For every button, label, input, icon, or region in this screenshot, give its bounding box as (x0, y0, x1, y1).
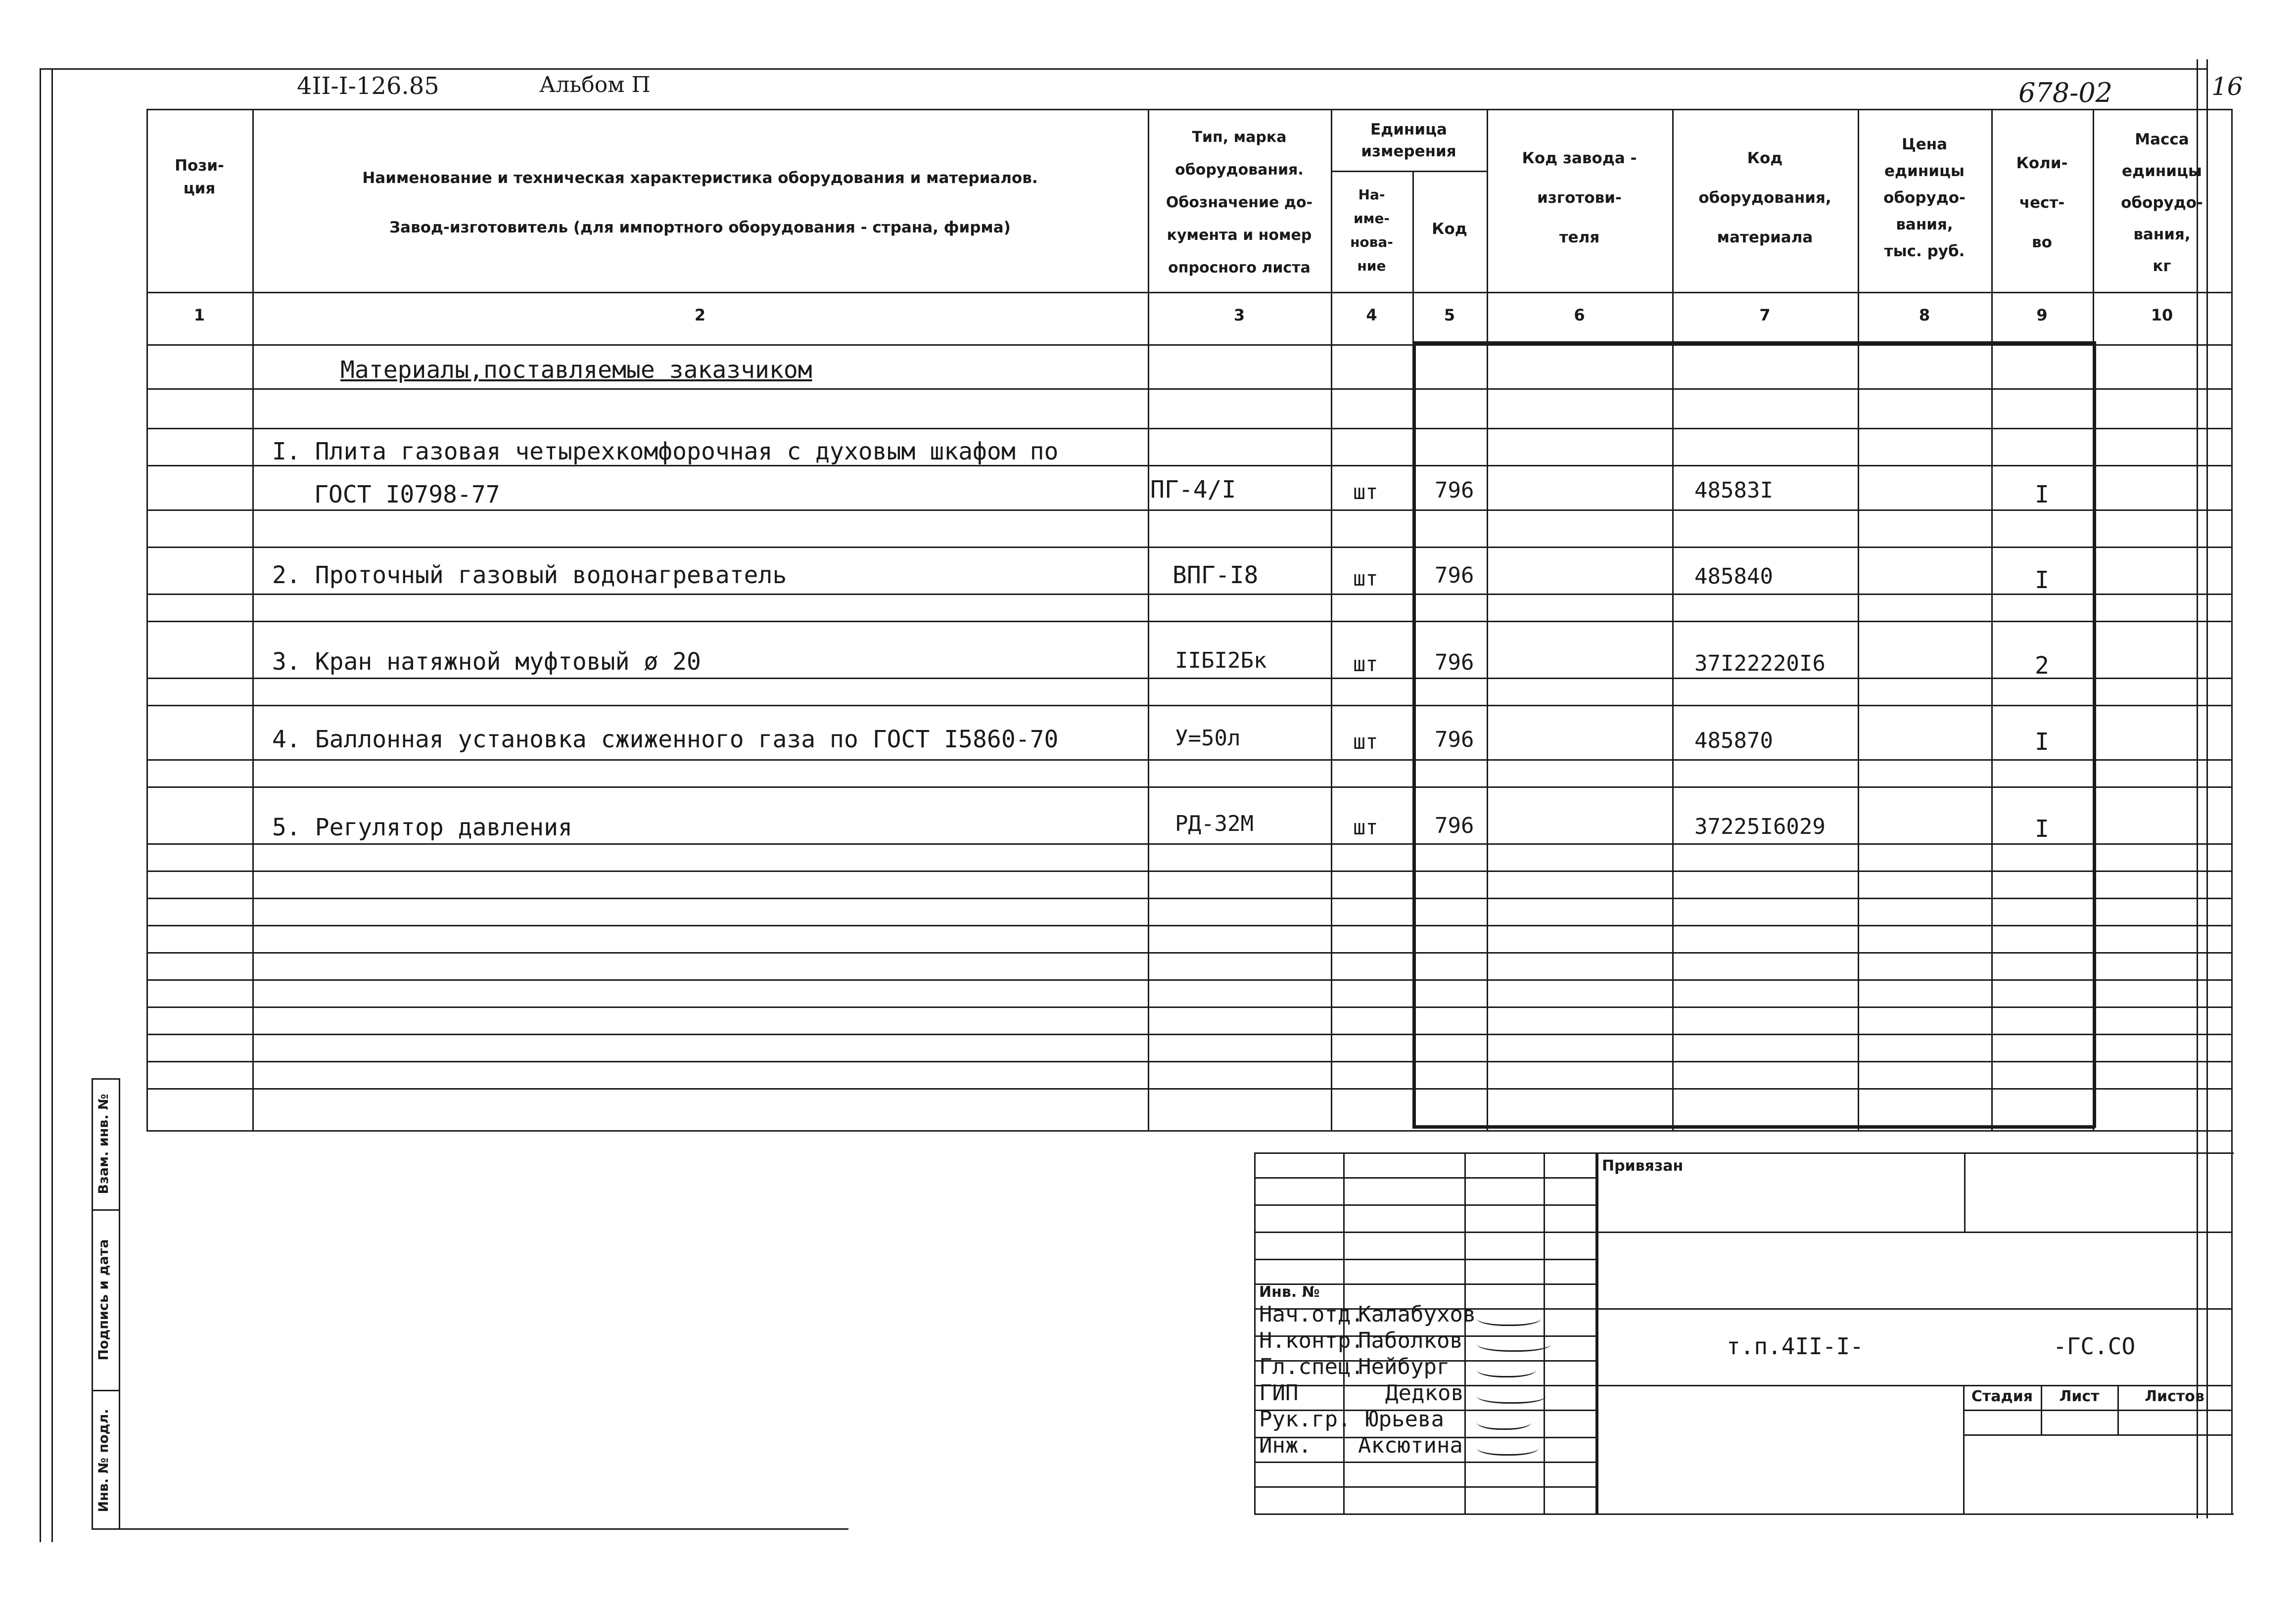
tb-stage-header-line (1963, 1410, 2233, 1411)
table-top-line (146, 109, 2232, 110)
col-header-10: Масса единицы оборудо- вания, кг (2121, 131, 2203, 275)
tb-stage-left (1963, 1385, 1965, 1513)
unit-group-line (1331, 171, 1487, 172)
frame-bottom-line (92, 1528, 848, 1530)
col-line-5 (1487, 109, 1488, 1130)
col-number-3: 3 (1233, 306, 1245, 324)
title-block-row-line (1254, 1177, 1597, 1179)
tb-attached: Привязан (1602, 1157, 1684, 1175)
signer-name: Аксютина (1358, 1433, 1463, 1458)
title-block-top (1254, 1152, 2234, 1154)
col-line-7 (1858, 109, 1859, 1130)
header-bottom-line (146, 292, 2232, 293)
item-type: ПГ-4/I (1150, 476, 1236, 503)
table-row-line (146, 898, 2232, 899)
item-code: 485870 (1694, 728, 1773, 753)
tb-sheets: Листов (2145, 1388, 2204, 1405)
signer-role: Н.контр. (1259, 1328, 1364, 1353)
thick-box-left (1412, 341, 1416, 1128)
tb-designation-suffix: -ГС.СО (2053, 1333, 2136, 1360)
signer-name: Паболков (1358, 1328, 1463, 1353)
signer-name: Нейбург (1358, 1354, 1450, 1379)
doc-code: 4II-I-126.85 (297, 72, 439, 100)
table-row-line (146, 594, 2232, 595)
signer-name: Дедков (1385, 1380, 1464, 1406)
col-line-1 (252, 109, 254, 1130)
item-unit: шт (1353, 652, 1378, 676)
side-stamp-inv-original: Инв. № подл. (96, 1409, 111, 1512)
item-qty: 2 (2035, 652, 2049, 680)
item-name: I. Плита газовая четырехкомфорочная с духовым шкафом по (272, 438, 1059, 465)
album-label: Альбом П (539, 72, 651, 97)
item-unit-code: 796 (1435, 478, 1474, 503)
col-header-3: Тип, марка оборудования. Обозначение до- кумента и номер опросного листа (1166, 129, 1313, 276)
title-block-row-line (1254, 1232, 1597, 1233)
signature-mark (1477, 1439, 1539, 1456)
table-row-line (146, 843, 2232, 845)
frame-left-line-2 (51, 68, 53, 1542)
signer-role: Гл.спец. (1259, 1354, 1364, 1379)
title-block-row-line (1254, 1259, 1597, 1260)
signature-mark (1477, 1387, 1546, 1404)
side-stamp-replacement-inv: Взам. инв. № (96, 1094, 111, 1194)
item-qty: I (2035, 815, 2049, 843)
title-block-row-line (1254, 1486, 1597, 1488)
tb-designation: т.п.4II-I- (1727, 1333, 1864, 1360)
sheet-number-divider (2197, 59, 2198, 104)
col-number-8: 8 (1919, 306, 1930, 324)
tb-designation-top (1597, 1308, 2233, 1310)
table-row-line (146, 547, 2232, 548)
col-header-7: Код оборудования, материала (1698, 149, 1831, 246)
side-stamp-signature-date: Подпись и дата (96, 1239, 111, 1361)
col-line-8 (1991, 109, 1993, 1130)
item-name: 3. Кран натяжной муфтовый ø 20 (272, 648, 701, 676)
item-unit: шт (1353, 480, 1378, 504)
table-row-line (146, 621, 2232, 622)
signer-role: ГИП (1259, 1380, 1299, 1406)
col-header-4: На- име- нова- ние (1350, 186, 1393, 274)
col-number-9: 9 (2036, 306, 2048, 324)
table-row-line (146, 1061, 2232, 1062)
col-line-6 (1672, 109, 1674, 1130)
item-type: РД-32М (1175, 811, 1254, 836)
item-type: У=50л (1175, 726, 1241, 751)
tb-designation-bottom (1597, 1385, 2233, 1386)
item-qty: I (2035, 481, 2049, 508)
col-number-6: 6 (1574, 306, 1585, 324)
col-number-7: 7 (1759, 306, 1771, 324)
col-line-4 (1412, 171, 1414, 344)
item-type: ВПГ-I8 (1172, 561, 1259, 589)
title-block-left (1254, 1152, 1256, 1513)
side-stamp-inner-line (92, 1078, 93, 1528)
sheet-number: 16 (2211, 72, 2243, 101)
section-title: Материалы,поставляемые заказчиком (340, 356, 812, 384)
item-name: 4. Баллонная установка сжиженного газа по ГОСТ I5860-70 (272, 726, 1059, 753)
table-row-line (146, 1088, 2232, 1090)
signature-mark (1477, 1310, 1541, 1326)
tb-col-3 (1544, 1152, 1545, 1513)
table-row-line (146, 509, 2232, 511)
tb-stage: Стадия (1971, 1388, 2033, 1405)
col-number-5: 5 (1444, 306, 1455, 324)
col-header-2: Наименование и техническая характеристика оборудования и материалов. Завод-изготовитель (для импортного оборудования - страна, фирма) (362, 169, 1038, 236)
signer-role: Рук.гр. (1259, 1407, 1351, 1432)
signer-name: Калабухов (1358, 1302, 1476, 1327)
table-row-line (146, 759, 2232, 761)
table-row-line (146, 705, 2232, 706)
col-number-10: 10 (2151, 306, 2173, 324)
unit-group-header: Единица измерения (1361, 121, 1456, 160)
item-unit: шт (1353, 566, 1378, 591)
title-block-bottom (1254, 1513, 2234, 1515)
col-header-1: Пози- ция (175, 157, 224, 197)
col-line-10 (2231, 109, 2233, 1130)
item-code: 485840 (1694, 564, 1773, 589)
col-line-2 (1148, 109, 1149, 1130)
signer-name: Юрьева (1365, 1407, 1444, 1432)
project-number: 678-02 (2018, 77, 2113, 108)
table-row-line (146, 952, 2232, 954)
col-header-9: Коли- чест- во (2016, 154, 2068, 251)
title-block-row-line (1254, 1462, 1597, 1463)
item-unit-code: 796 (1435, 563, 1474, 588)
side-stamp-outer-line (119, 1078, 120, 1528)
col-header-5: Код (1432, 220, 1467, 238)
col-header-6: Код завода - изготови- теля (1522, 149, 1637, 246)
signature-mark (1477, 1414, 1531, 1430)
table-row-line (146, 678, 2232, 679)
tb-attached-bottom (1597, 1232, 2233, 1233)
frame-top-line (40, 68, 2206, 70)
tb-right-part-left (1597, 1152, 1598, 1513)
item-code: 37225I6029 (1694, 814, 1826, 839)
title-block-right (2231, 1130, 2233, 1513)
table-bottom-line (146, 1130, 2232, 1132)
signer-role: Нач.отд. (1259, 1302, 1364, 1327)
title-block-row-line (1254, 1204, 1597, 1206)
col-line-0 (146, 109, 148, 1130)
table-row-line (146, 925, 2232, 926)
signature-mark (1477, 1361, 1536, 1377)
frame-left-line (40, 68, 41, 1542)
tb-col-2 (1464, 1152, 1466, 1513)
thick-box-bottom (1412, 1125, 2095, 1129)
table-row-line (146, 428, 2232, 429)
item-name: 2. Проточный газовый водонагреватель (272, 561, 787, 589)
item-unit-code: 796 (1435, 650, 1474, 675)
col-header-8: Цена единицы оборудо- вания, тыс. руб. (1883, 136, 1966, 260)
col-line-3 (1331, 109, 1332, 1130)
table-row-line (146, 1006, 2232, 1008)
tb-inv-no: Инв. № (1259, 1283, 1320, 1301)
signature-mark (1477, 1335, 1551, 1352)
tb-sheet: Лист (2059, 1388, 2100, 1405)
item-unit: шт (1353, 815, 1378, 839)
item-unit-code: 796 (1435, 727, 1474, 752)
table-row-line (146, 979, 2232, 981)
item-qty: I (2035, 566, 2049, 594)
col-number-1: 1 (193, 306, 205, 324)
item-name: 5. Регулятор давления (272, 814, 572, 841)
tb-attached-divider (1964, 1152, 1966, 1232)
signer-role: Инж. (1259, 1433, 1312, 1458)
tb-stage-values-line (1963, 1434, 2233, 1436)
item-type: IIБI2Бк (1175, 648, 1267, 673)
thick-box-top (1412, 341, 2095, 345)
item-unit: шт (1353, 730, 1378, 754)
table-row-line (146, 388, 2232, 390)
col-number-2: 2 (694, 306, 706, 324)
item-code: 48583I (1694, 478, 1773, 503)
table-row-line (146, 870, 2232, 872)
table-row-line (146, 1034, 2232, 1035)
item-unit-code: 796 (1435, 813, 1474, 838)
item-code: 37I22220I6 (1694, 651, 1826, 676)
item-name-continued: ГОСТ I0798-77 (314, 481, 500, 508)
thick-box-right (2093, 341, 2096, 1128)
item-qty: I (2035, 728, 2049, 756)
col-number-4: 4 (1366, 306, 1377, 324)
table-row-line (146, 786, 2232, 788)
